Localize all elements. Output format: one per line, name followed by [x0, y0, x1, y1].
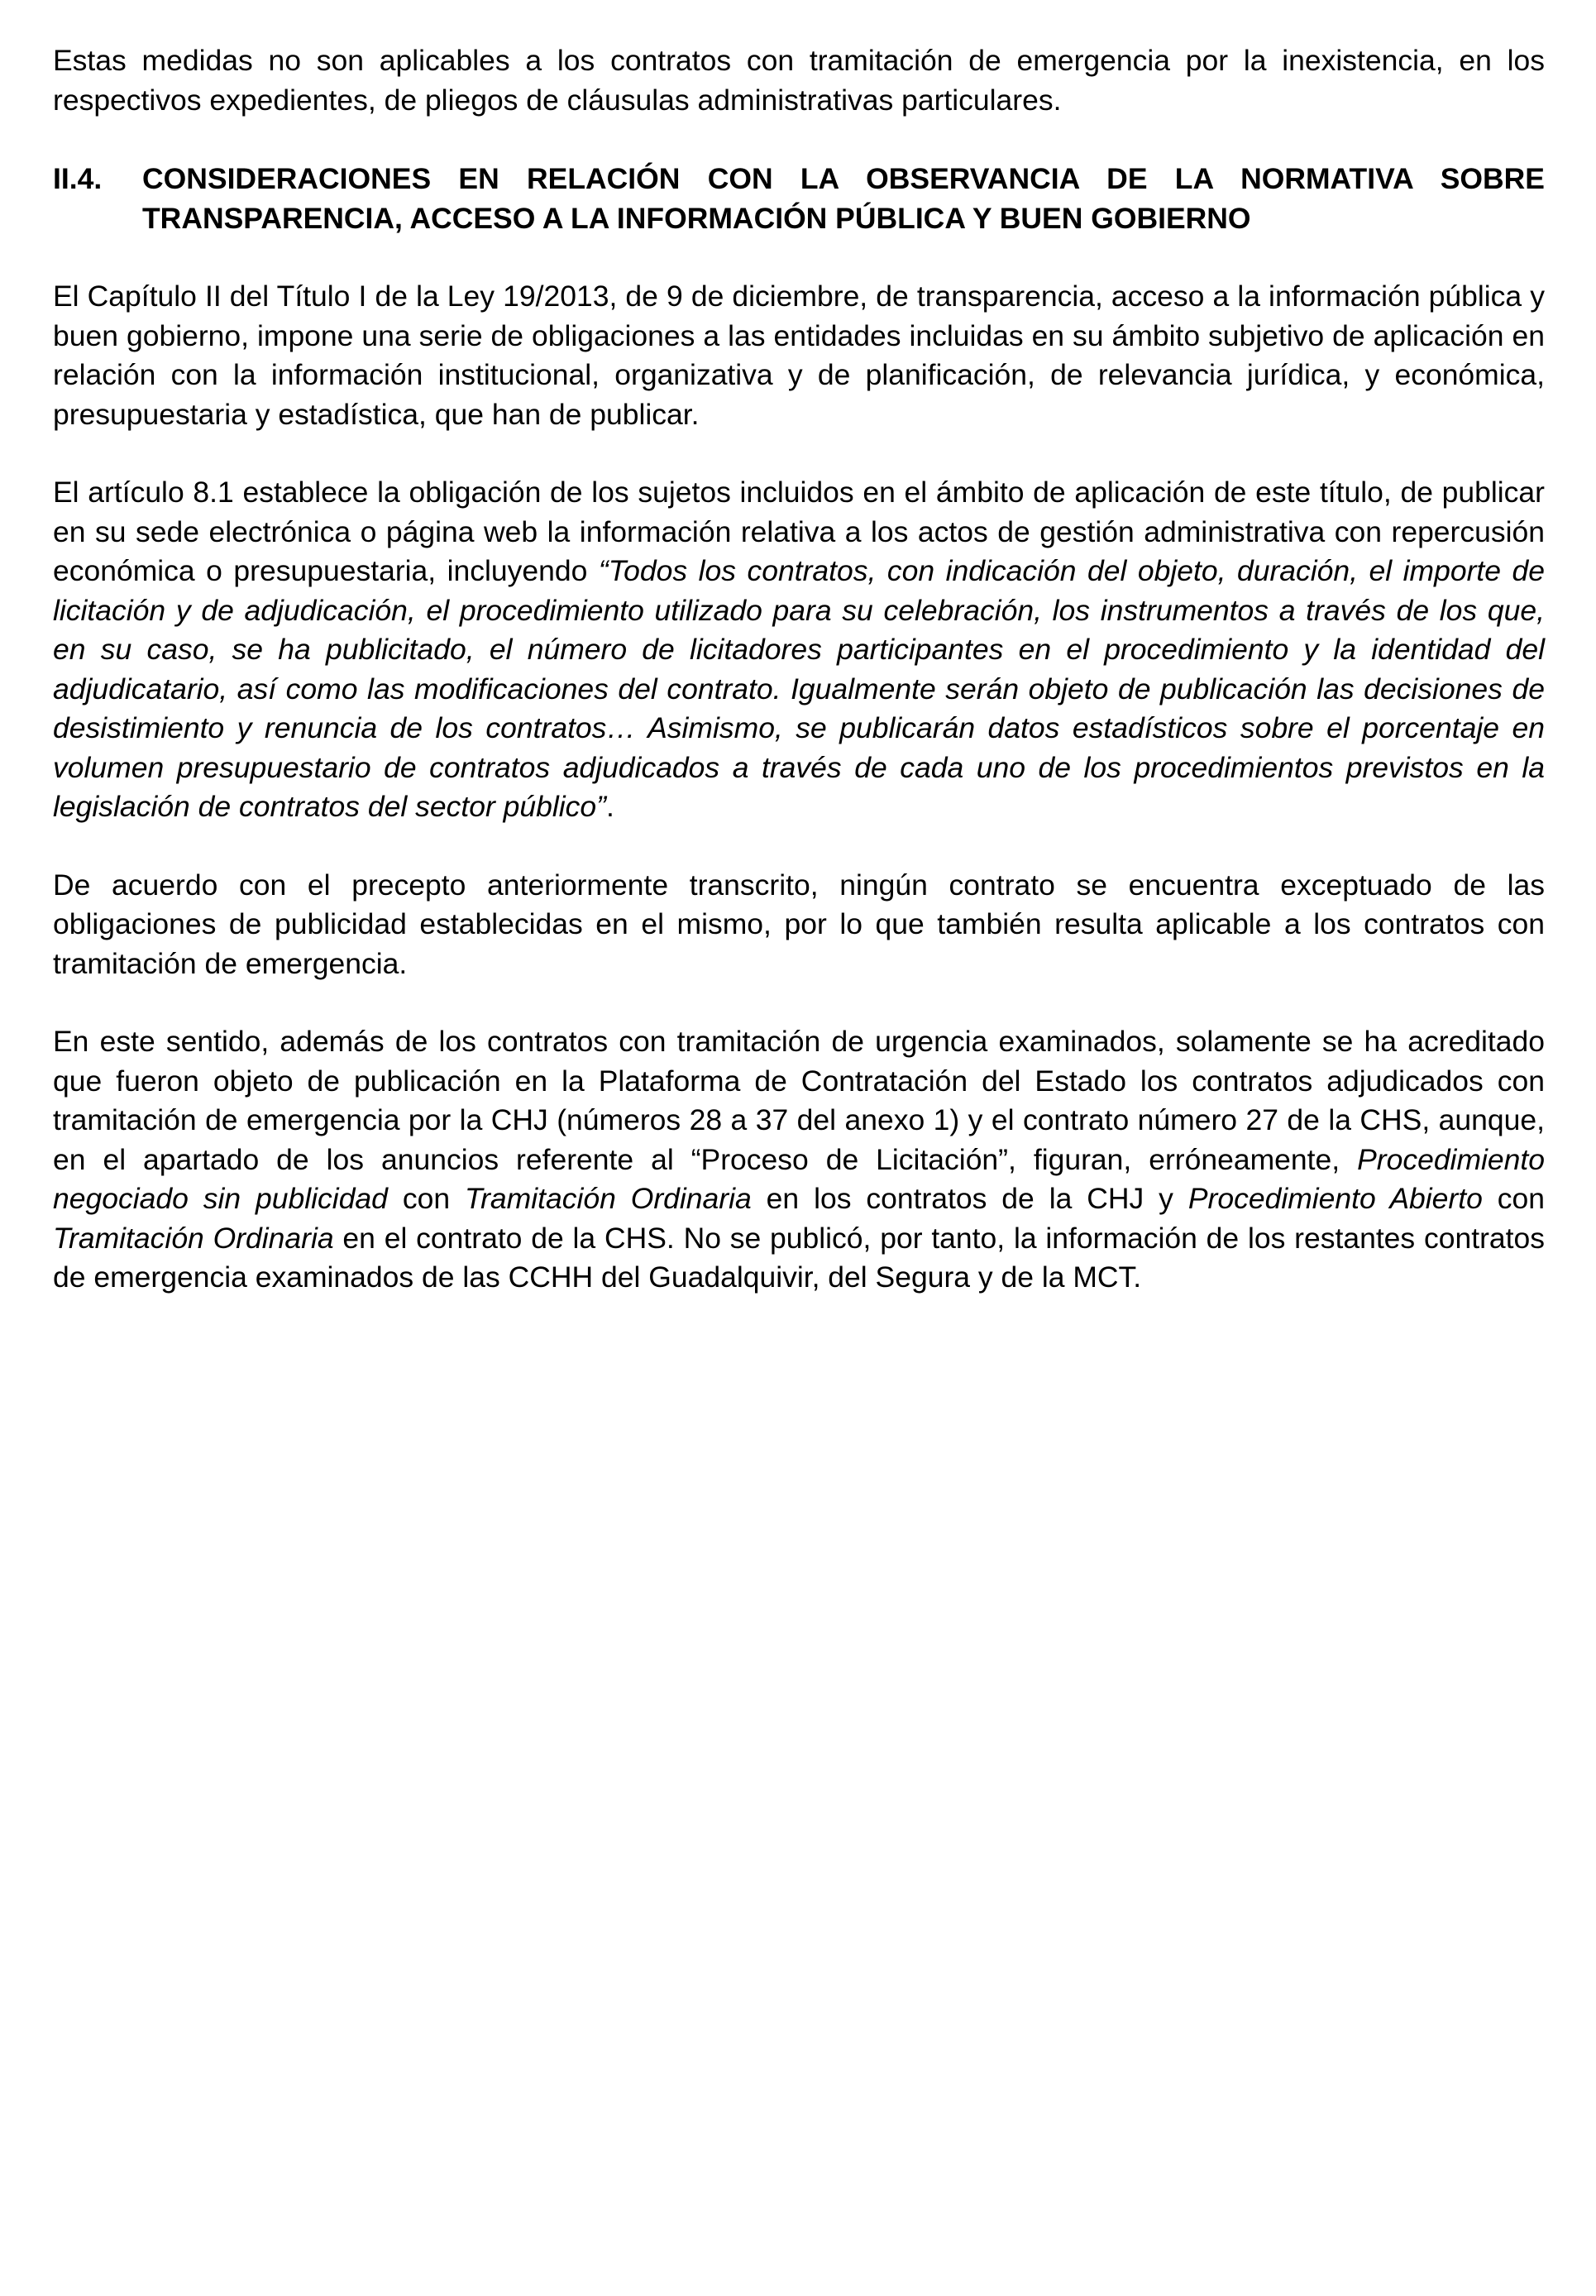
text-segment: con [387, 1182, 466, 1215]
legal-quote: “Todos los contratos, con indicación del objeto, duración, el importe de licitación y de adjudicación, el procedimiento utilizado para su celebración, los instrumentos a través de los que, en su caso, se ha publicitado, el número de licitadores participantes en el procedimiento y la identidad del adjudicatario, así como las modificaciones del contrato. Igualmente serán objeto de publicación las decisiones de desistimiento y renuncia de los contratos… Asimismo, se publicarán datos estadísticos sobre el porcentaje en volumen presupuestario de contratos adjudicados a través de cada uno de los procedimientos previstos en la legislación de contratos del sector público” [53, 554, 1545, 823]
paragraph-precepto: De acuerdo con el precepto anteriormente transcrito, ningún contrato se encuentra exceptuado de las obligaciones de publicidad establecidas en el mismo, por lo que también resulta aplicable a los contratos con tramitación de emergencia. [53, 868, 1545, 980]
text-segment: en el contrato de la CHS. No se publicó, por tanto, la información de los restantes contratos de emergencia examinados de las CCHH del Guadalquivir, del Segura y de la MCT. [53, 1221, 1545, 1294]
paragraph-articulo-8-1 [53, 473, 1545, 827]
intro-paragraph: Estas medidas no son aplicables a los contratos con tramitación de emergencia por la inexistencia, en los respectivos expedientes, de pliegos de cláusulas administrativas particulares. [53, 44, 1545, 117]
section-title: CONSIDERACIONES EN RELACIÓN CON LA OBSERVANCIA DE LA NORMATIVA SOBRE TRANSPARENCIA, ACCESO A LA INFORMACIÓN PÚBLICA Y BUEN GOBIERNO [142, 162, 1545, 235]
paragraph-ley-19-2013: El Capítulo II del Título I de la Ley 19/2013, de 9 de diciembre, de transparencia, acceso a la información pública y buen gobierno, impone una serie de obligaciones a las entidades incluidas en su ámbito subjetivo de aplicación en relación con la información institucional, organizativa y de planificación, de relevancia jurídica, y económica, presupuestaria y estadística, que han de publicar. [53, 280, 1545, 431]
text-segment: en los contratos de la CHJ y [751, 1182, 1188, 1215]
italic-term: Tramitación Ordinaria [465, 1182, 752, 1215]
italic-term: Procedimiento negociado sin publicidad [53, 1142, 1545, 1215]
paragraph-lead-text: El artículo 8.1 establece la obligación de los sujetos incluidos en el ámbito de aplicación de este título, de publicar en su sede electrónica o página web la información relativa a los actos de gestión administrativa con repercusión económica o presupuestaria, incluyendo [53, 476, 1545, 587]
paragraph-publicacion [53, 1022, 1545, 1298]
text-segment: con [1482, 1182, 1546, 1215]
paragraph-end-text: . [605, 790, 614, 823]
section-heading [53, 160, 1545, 238]
italic-term: Tramitación Ordinaria [53, 1221, 334, 1255]
document-page [53, 41, 1545, 1298]
section-number: II.4. [53, 162, 103, 195]
text-segment: En este sentido, además de los contratos con tramitación de urgencia examinados, solamente se ha acreditado que fueron objeto de publicación en la Plataforma de Contratación del Estado los contratos adjudicados con tramitación de emergencia por la CHJ (números 28 a 37 del anexo 1) y el contrato número 27 de la CHS, aunque, en el apartado de los anuncios referente al “Proceso de Licitación”, figuran, erróneamente, [53, 1025, 1545, 1176]
italic-term: Procedimiento Abierto [1187, 1182, 1483, 1215]
